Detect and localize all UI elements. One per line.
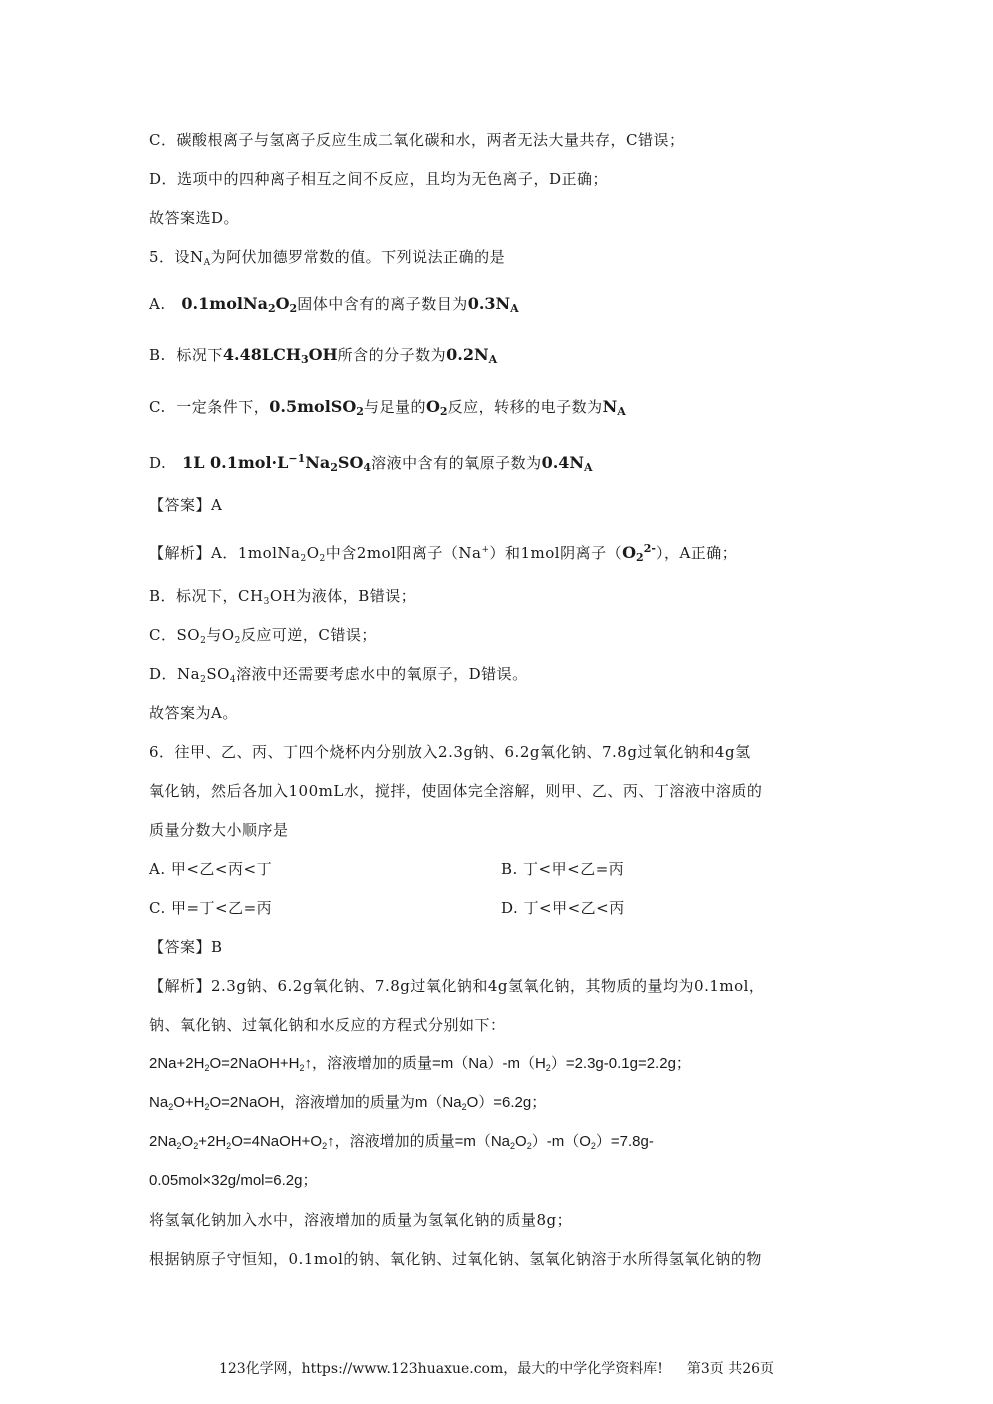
explanation-6: 【解析】2.3g钠、6.2g氧化钠、7.8g过氧化钠和4g氢氧化钠，其物质的量均为0.1mol， — [149, 977, 765, 995]
equation-1: $2Na+2H_2O=2NaOH+H_2↑$，溶液增加的质量$=m(Na)-m(H_2)=2.3g-0.1g=2.2g$； — [149, 1055, 691, 1073]
question-6-stem: 氧化钠，然后各加入100mL水，搅拌，使固体完全溶解，则甲、乙、丙、丁溶液中溶质的 — [149, 782, 763, 800]
question-5-option-c: C. 一定条件下，0.5molSO$_2$与足量的$O_2$反应，转移的电子数为$N_A$ — [149, 397, 626, 418]
explanation-6: 将氢氧化钠加入水中，溶液增加的质量为氢氧化钠的质量8g； — [149, 1211, 573, 1229]
footer-site-text: 123化学网，https://www.123huaxue.com，最大的中学化学资料库! — [218, 1361, 663, 1377]
question-6-options-row1: A. 甲<乙<丙<丁 B. 丁<甲<乙=丙 — [149, 860, 625, 878]
question-5-stem: 5．设$N_A$为阿伏加德罗常数的值。下列说法正确的是 — [149, 248, 506, 268]
answer-6: 【答案】B — [149, 938, 223, 956]
equation-3: $2Na_2O_2+2H_2O=4NaOH+O_2↑$，溶液增加的质量$=m(Na_2O_2)-m(O_2)=7.8g-$ — [149, 1133, 654, 1151]
text-line: 故答案为A。 — [149, 704, 238, 722]
explanation-5-b: B．标况下，$CH_3OH$为液体，B错误； — [149, 587, 417, 607]
answer-5: 【答案】A — [149, 496, 223, 514]
equation-2: $Na_2O+H_2O=2NaOH$，溶液增加的质量为$m(Na_2O)=6.2g$； — [149, 1094, 547, 1112]
explanation-6: 根据钠原子守恒知，0.1mol的钠、氧化钠、过氧化钠、氢氧化钠溶于水所得氢氧化钠的物 — [149, 1250, 762, 1268]
question-5-option-b: B. 标况下$4.48LCH_3OH$所含的分子数为$0.2N_A$ — [149, 345, 498, 366]
explanation-5-c: C．$SO_2$与$O_2$反应可逆，C错误； — [149, 626, 377, 646]
equation-3-cont: 0.05mol×32g/mol=6.2g； — [149, 1172, 318, 1189]
explanation-5-d: D．$Na_2SO_4$溶液中还需要考虑水中的氧原子，D错误。 — [149, 665, 528, 685]
page-footer — [0, 1358, 993, 1380]
question-6-stem: 质量分数大小顺序是 — [149, 821, 289, 839]
question-5-option-a: A. $0.1molNa_2O_2$固体中含有的离子数目为$0.3N_A$ — [149, 294, 519, 315]
page-number: 第3页 共26页 — [686, 1361, 775, 1377]
question-6-stem: 6．往甲、乙、丙、丁四个烧杯内分别放入2.3g钠、6.2g氧化钠、7.8g过氧化钠和4g氢 — [149, 743, 751, 761]
explanation-6: 钠、氧化钠、过氧化钠和水反应的方程式分别如下： — [149, 1016, 506, 1034]
explanation-5-a: 【解析】A．$1molNa_2O_2$中含2mol阳离子（Na+）和1mol阴离子$(O_2^{2-})$，A正确； — [149, 542, 738, 564]
question-6-options-row2: C. 甲=丁<乙=丙 D. 丁<甲<乙<丙 — [149, 899, 625, 917]
text-line: 故答案选D。 — [149, 209, 240, 227]
text-line: C．碳酸根离子与氢离子反应生成二氧化碳和水，两者无法大量共存，C错误； — [149, 131, 685, 149]
question-5-option-d: D. 1L $0.1mol\cdot L^{-1}Na_2SO_4$溶液中含有的氧原子数为$0.4N_A$ — [149, 452, 593, 474]
text-line: D．选项中的四种离子相互之间不反应，且均为无色离子，D正确； — [149, 170, 609, 188]
